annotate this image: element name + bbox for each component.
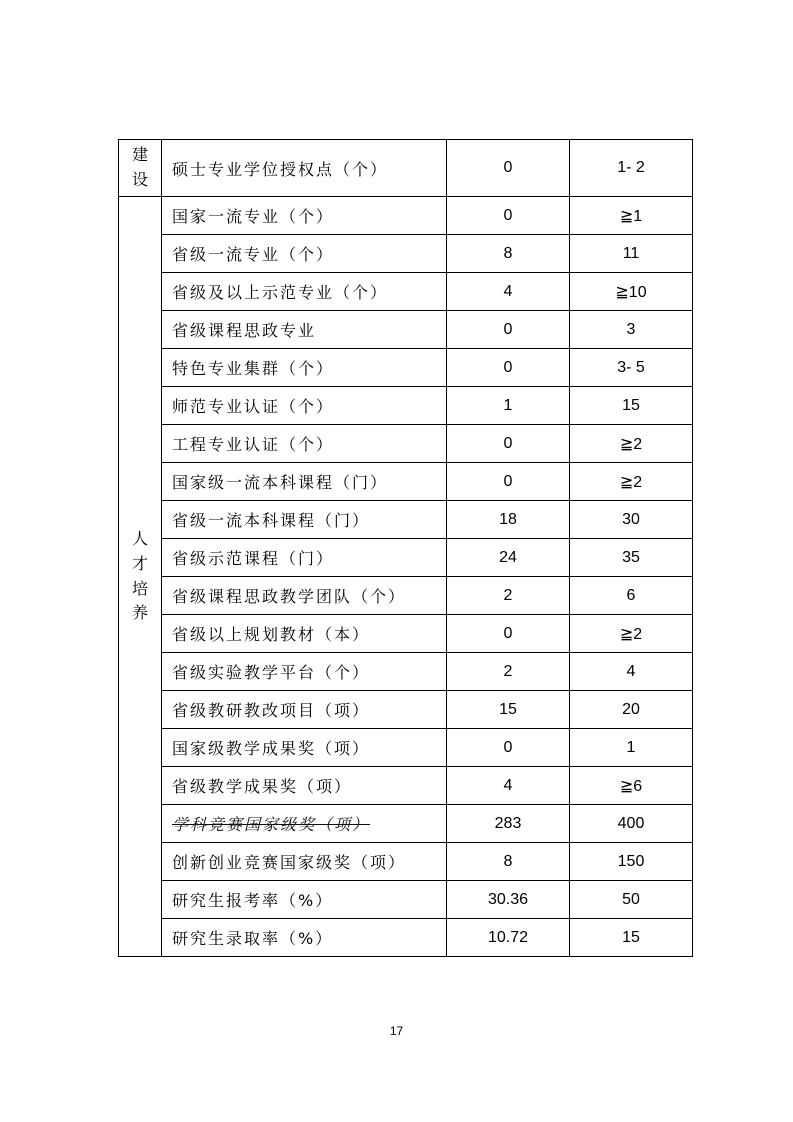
category-cell-construction (119, 140, 162, 197)
current-value-cell: 0 (447, 197, 570, 235)
table-row (119, 425, 693, 463)
table-row (119, 919, 693, 957)
current-value-cell: 0 (447, 615, 570, 653)
item-cell: 省级教学成果奖（项） (162, 767, 447, 805)
category-char: 人 (131, 528, 148, 548)
target-value-cell: 35 (570, 539, 693, 577)
current-value-cell: 8 (447, 235, 570, 273)
item-cell: 创新创业竞赛国家级奖（项） (162, 843, 447, 881)
table-row (119, 767, 693, 805)
table-row (119, 843, 693, 881)
category-char: 养 (131, 603, 148, 623)
current-value-cell: 30.36 (447, 881, 570, 919)
table-row (119, 653, 693, 691)
page-number: 17 (389, 1024, 404, 1038)
current-value-cell: 2 (447, 653, 570, 691)
table-row (119, 235, 693, 273)
item-cell: 国家一流专业（个） (162, 197, 447, 235)
current-value-cell: 18 (447, 501, 570, 539)
table-body (119, 140, 693, 957)
item-cell: 省级以上规划教材（本） (162, 615, 447, 653)
target-value-cell: 11 (570, 235, 693, 273)
item-cell: 师范专业认证（个） (162, 387, 447, 425)
target-value-cell: 1 (570, 729, 693, 767)
target-value-cell: 1- 2 (570, 140, 693, 197)
current-value-cell: 0 (447, 463, 570, 501)
item-cell: 省级及以上示范专业（个） (162, 273, 447, 311)
target-value-cell: 15 (570, 919, 693, 957)
target-value-cell: ≧2 (570, 425, 693, 463)
table-row (119, 881, 693, 919)
category-char: 建 (131, 145, 148, 165)
target-value-cell: ≧2 (570, 463, 693, 501)
target-value-cell: ≧2 (570, 615, 693, 653)
current-value-cell: 10.72 (447, 919, 570, 957)
category-char: 设 (131, 170, 148, 189)
item-cell: 省级教研教改项目（项） (162, 691, 447, 729)
current-value-cell: 0 (447, 349, 570, 387)
item-cell: 省级一流本科课程（门） (162, 501, 447, 539)
item-cell: 省级课程思政专业 (162, 311, 447, 349)
item-cell: 硕士专业学位授权点（个） (162, 140, 447, 197)
current-value-cell: 24 (447, 539, 570, 577)
item-cell: 工程专业认证（个） (162, 425, 447, 463)
target-value-cell: 150 (570, 843, 693, 881)
category-cell-talent-training (119, 197, 162, 957)
item-cell: 国家级一流本科课程（门） (162, 463, 447, 501)
item-cell: 国家级教学成果奖（项） (162, 729, 447, 767)
item-cell: 省级示范课程（门） (162, 539, 447, 577)
table-row (119, 197, 693, 235)
current-value-cell: 0 (447, 729, 570, 767)
target-value-cell: 30 (570, 501, 693, 539)
table-row (119, 805, 693, 843)
item-cell: 特色专业集群（个） (162, 349, 447, 387)
table-row (119, 691, 693, 729)
table-row (119, 463, 693, 501)
table-row (119, 615, 693, 653)
table-row (119, 577, 693, 615)
target-value-cell: 3- 5 (570, 349, 693, 387)
target-value-cell: ≧1 (570, 197, 693, 235)
target-value-cell: 6 (570, 577, 693, 615)
item-cell (162, 805, 447, 843)
table-row (119, 273, 693, 311)
item-cell: 省级一流专业（个） (162, 235, 447, 273)
table-row (119, 349, 693, 387)
table-row (119, 311, 693, 349)
item-cell: 研究生报考率（%） (162, 881, 447, 919)
table-row (119, 501, 693, 539)
category-char: 培 (131, 578, 148, 598)
garbled-item-text: 学科竞赛国家级奖（项） (172, 815, 371, 834)
target-value-cell: 3 (570, 311, 693, 349)
current-value-cell: 283 (447, 805, 570, 843)
item-cell: 省级实验教学平台（个） (162, 653, 447, 691)
current-value-cell: 1 (447, 387, 570, 425)
item-cell: 研究生录取率（%） (162, 919, 447, 957)
target-value-cell: 400 (570, 805, 693, 843)
indicator-table (118, 139, 693, 957)
item-cell: 省级课程思政教学团队（个） (162, 577, 447, 615)
table-row (119, 539, 693, 577)
current-value-cell: 2 (447, 577, 570, 615)
table-row (119, 140, 693, 197)
table-row (119, 729, 693, 767)
current-value-cell: 4 (447, 767, 570, 805)
current-value-cell: 8 (447, 843, 570, 881)
table-row (119, 387, 693, 425)
target-value-cell: 15 (570, 387, 693, 425)
current-value-cell: 0 (447, 140, 570, 197)
current-value-cell: 0 (447, 425, 570, 463)
current-value-cell: 4 (447, 273, 570, 311)
target-value-cell: ≧10 (570, 273, 693, 311)
target-value-cell: 4 (570, 653, 693, 691)
current-value-cell: 0 (447, 311, 570, 349)
target-value-cell: 20 (570, 691, 693, 729)
target-value-cell: 50 (570, 881, 693, 919)
current-value-cell: 15 (447, 691, 570, 729)
target-value-cell: ≧6 (570, 767, 693, 805)
category-char: 才 (131, 553, 148, 573)
